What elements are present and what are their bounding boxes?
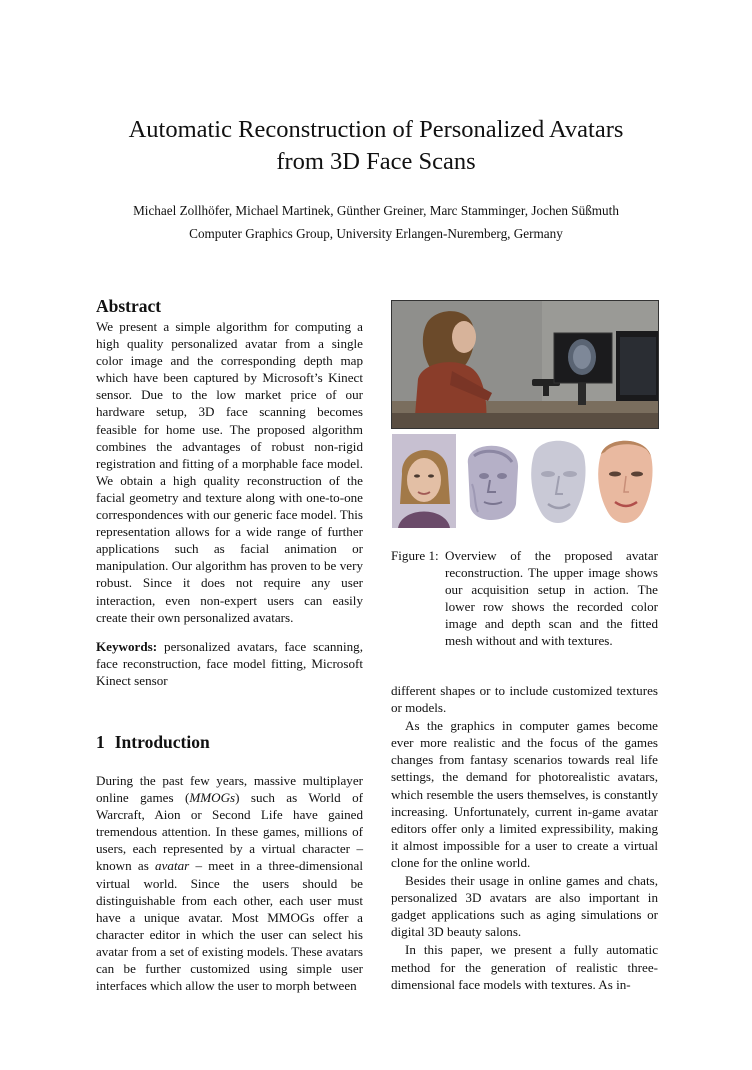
fitted-mesh-image xyxy=(526,434,590,528)
section-number: 1 xyxy=(96,732,105,752)
acquisition-scene-image xyxy=(392,301,658,428)
figure-depth-scan xyxy=(460,434,524,528)
figure-acquisition-photo xyxy=(391,300,659,429)
author-block xyxy=(40,199,712,245)
color-face-image xyxy=(392,434,456,528)
intro-paragraph xyxy=(96,772,363,994)
authors: Michael Zollhöfer, Michael Martinek, Günther Greiner, Marc Stamminger, Jochen Süßmuth xyxy=(133,203,619,218)
figure-color-image xyxy=(392,434,456,528)
intro-em-mmogs: MMOGs xyxy=(189,790,236,806)
title-line-2: from 3D Face Scans xyxy=(276,148,476,175)
intro-em-avatar: avatar xyxy=(155,858,190,874)
paragraph: In this paper, we present a fully automatic method for the generation of realistic three-dimensional face models with textures. As in- xyxy=(391,942,658,992)
right-column-body xyxy=(391,682,658,993)
section-title: Introduction xyxy=(114,732,210,752)
paragraph: different shapes or to include customized textures or models. xyxy=(391,683,658,716)
affiliation: Computer Graphics Group, University Erlangen-Nuremberg, Germany xyxy=(189,226,563,241)
figure-caption-text: Overview of the proposed avatar reconstruction. The upper image shows our acquisition setup in action. The lower row shows the recorded color image and depth scan and the fitted mesh without and with textures. xyxy=(445,548,658,649)
figure-textured-mesh xyxy=(593,434,657,528)
introduction-heading xyxy=(96,732,220,753)
paper-title xyxy=(40,114,712,178)
figure-fitted-mesh xyxy=(526,434,590,528)
textured-mesh-image xyxy=(593,434,657,528)
intro-text-b: ) such as World of Warcraft, Aion or Second Life have gained tremendous attention. In these games, millions of users, each represented by a virtual character – known as xyxy=(96,790,364,874)
title-line-1: Automatic Reconstruction of Personalized Avatars xyxy=(128,116,624,143)
paragraph: Besides their usage in online games and chats, personalized 3D avatars are also important in gadget applications such as aging simulations or digital 3D beauty salons. xyxy=(391,873,658,940)
keywords xyxy=(96,638,363,689)
figure-caption xyxy=(391,547,658,650)
intro-text-c: – meet in a three-dimensional virtual world. Since the users should be distinguishable from each other, each user must have a unique avatar. Most MMOGs offer a character editor in which the user can select his avatar from a set of existing models. These avatars can be further customized using simple user interfaces which allow the user to morph between xyxy=(96,858,363,994)
depth-scan-image xyxy=(460,434,524,528)
keywords-text: personalized avatars, face scanning, face reconstruction, face model fitting, Microsoft Kinect sensor xyxy=(96,638,363,688)
keywords-label: Keywords: xyxy=(96,638,158,654)
abstract-heading: Abstract xyxy=(96,296,162,316)
figure-label: Figure 1: xyxy=(391,548,439,563)
intro-text-a: During the past few years, massive multiplayer online games ( xyxy=(96,773,363,806)
abstract-section xyxy=(96,318,363,689)
introduction-body xyxy=(96,772,363,994)
paragraph: As the graphics in computer games become ever more realistic and the focus of the games changes from fantasy scenarios towards real life settings, the demand for photorealistic avatars, which resemble the users themselves, is constantly increasing. Unfortunately, current in-game avatar editors offer only a limited expressibility, making it almost impossible for a user to create a virtual clone for the online world. xyxy=(391,718,658,870)
abstract-body: We present a simple algorithm for computing a high quality personalized avatar from a single color image and the corresponding depth map which have been captured by Microsoft’s Kinect sensor. Due to the low market price of our hardware setup, 3D face scanning becomes feasible for home use. The proposed algorithm combines the advantages of robust non-rigid registration and fitting of a morphable face model. We obtain a high quality reconstruction of the facial geometry and texture along with one-to-one correspondences with our generic face model. This representation allows for a wide range of further applications such as facial animation or manipulation. Our algorithm has proven to be very robust. Since it does not require any user interaction, even non-expert users can easily create their own personalized avatars. xyxy=(96,319,363,625)
